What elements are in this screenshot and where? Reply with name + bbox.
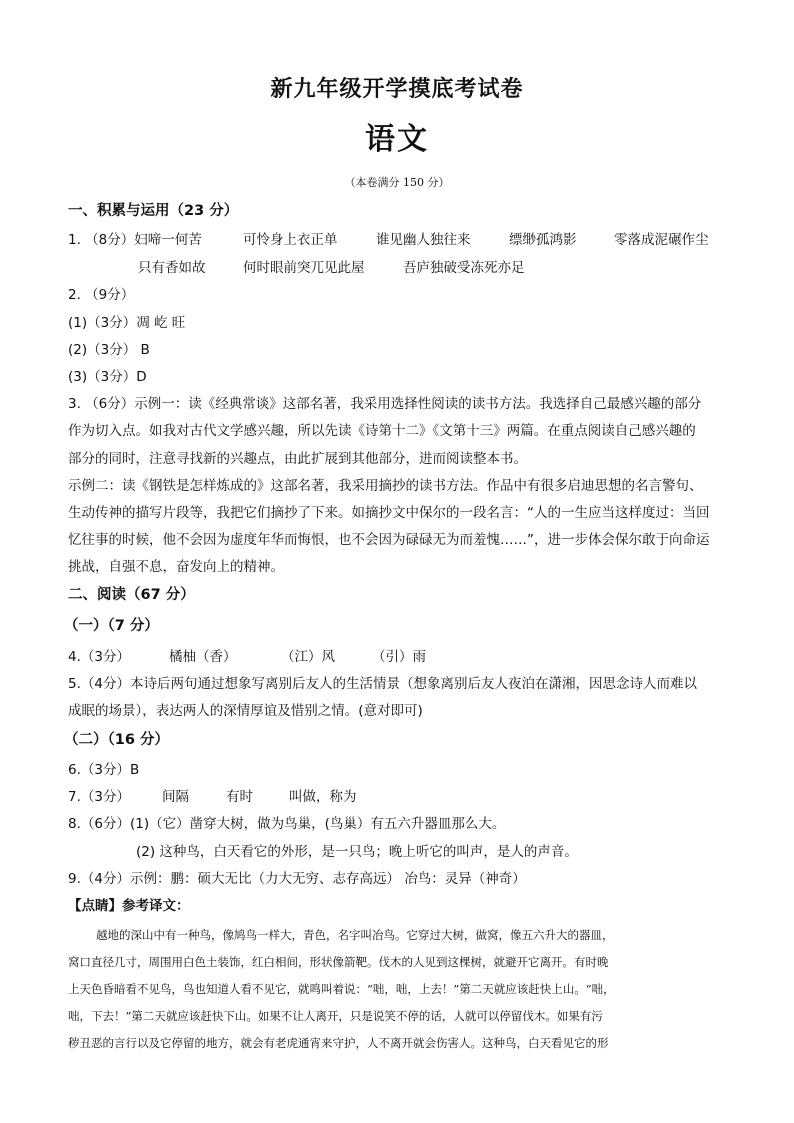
q1-answer-6: 只有香如故 [138, 260, 206, 276]
note-line-3: 上天色昏暗看不见鸟，鸟也知道人看不见它，就鸣叫着说：“咄，咄，上去！”第二天就应该赶快上山。“咄， [68, 982, 615, 996]
q4-answer-2: （江）风 [281, 649, 335, 665]
q5-line-2: 成眠的场景），表达两人的深情厚谊及惜别之情。(意对即可) [68, 703, 423, 719]
q1-answer-5: 零落成泥碾作尘 [614, 232, 709, 248]
q3-line-4: 示例二：读《钢铁是怎样炼成的》这部名著，我采用摘抄的读书方法。作品中有很多启迪思想的名言警句、 [68, 478, 703, 494]
q1-answer-3: 谁见幽人独往来 [376, 232, 471, 248]
q7-label: 7.（3分） [68, 789, 130, 805]
note-line-4: 咄，下去！”第二天就应该赶快下山。如果不让人离开，只是说笑不停的话，人就可以停留伐木。如果有污 [68, 1009, 603, 1023]
q4-label: 4.（3分） [68, 649, 130, 665]
q3-line-3: 部分的同时，注意寻找新的兴趣点，由此扩展到其他部分，进而阅读整本书。 [68, 451, 527, 467]
page-title: 新九年级开学摸底考试卷 [270, 77, 524, 102]
part-1-heading: （一）（7 分） [64, 618, 159, 634]
q2-label: 2. （9分） [68, 287, 135, 303]
section-2-heading: 二、阅读（67 分） [68, 587, 195, 603]
q1-answer-7: 何时眼前突兀见此屋 [243, 260, 365, 276]
q3-line-6: 忆往事的时候，他不会因为虚度年华而悔恨，也不会因为碌碌无为而羞愧……”，进一步体会保尔敢于向命运 [68, 532, 710, 548]
q8-line-1: 8.（6分）(1)（它）凿穿大树，做为鸟巢，(鸟巢）有五六升器皿那么大。 [68, 816, 506, 832]
q8-line-2: (2) 这种鸟，白天看它的外形，是一只鸟；晚上听它的叫声，是人的声音。 [136, 844, 578, 860]
q1-line-1 [68, 231, 709, 249]
q3-line-5: 生动传神的描写片段等，我把它们摘抄了下来。如摘抄文中保尔的一段名言：“人的一生应当这样度过：当回 [68, 505, 710, 521]
q6-line: 6.（3分）B [68, 762, 140, 778]
q1-answer-2: 可怜身上衣正单 [243, 232, 338, 248]
section-1-heading: 一、积累与运用（23 分） [68, 203, 239, 219]
q4-answer-1: 橘柚（香） [169, 649, 237, 665]
q3-line-2: 作为切入点。如我对古代文学感兴趣，所以先读《诗第十二》《文第十三》两篇。在重点阅读自己感兴趣的 [68, 423, 696, 439]
q3-line-7: 挑战，自强不息，奋发向上的精神。 [68, 559, 284, 575]
score-note: （本卷满分 150 分） [344, 176, 450, 189]
q2-sub-3: (3)（3分）D [68, 369, 147, 385]
subject-title: 语文 [365, 122, 429, 157]
q2-sub-1: (1)（3分）凋 屹 旺 [68, 315, 186, 331]
q7-answer-2: 有时 [226, 789, 253, 805]
q1-answer-1: 妇啼一何苦 [134, 232, 202, 248]
part-2-heading: （二）（16 分） [64, 732, 169, 748]
q9-line: 9.（4分）示例：鹏：硕大无比（力大无穷、志存高远） 冶鸟：灵异（神奇） [68, 871, 526, 887]
q2-sub-2: (2)（3分） B [68, 342, 150, 358]
q1-label: 1. （8分） [68, 232, 135, 248]
q4-answer-3: （引）雨 [372, 649, 426, 665]
note-line-1: 越地的深山中有一种鸟，像鸠鸟一样大，青色，名字叫冶鸟。它穿过大树，做窝，像五六升大的器皿， [96, 928, 614, 942]
q7-line [68, 788, 357, 806]
note-line-5: 秽丑恶的言行以及它停留的地方，就会有老虎通宵来守护，人不离开就会伤害人。这种鸟，白天看见它的形 [68, 1036, 609, 1050]
q7-answer-3: 叫做，称为 [289, 789, 357, 805]
note-line-2: 窝口直径几寸，周围用白色土装饰，红白相间，形状像箭靶。伐木的人见到这棵树，就避开它离开。有时晚 [68, 955, 609, 969]
q3-line-1: 3. （6分）示例一：读《经典常谈》这部名著，我采用选择性阅读的读书方法。我选择自己最感兴趣的部分 [68, 396, 702, 412]
q5-line-1: 5.（4分）本诗后两句通过想象写离别后友人的生活情景（想象离别后友人夜泊在潇湘，因思念诗人而难以 [68, 676, 697, 692]
q1-answer-4: 缥缈孤鸿影 [509, 232, 577, 248]
q7-answer-1: 间隔 [162, 789, 189, 805]
note-heading: 【点睛】参考译文： [68, 898, 190, 914]
q1-answer-8: 吾庐独破受冻死亦足 [403, 260, 525, 276]
q4-line [68, 648, 426, 666]
